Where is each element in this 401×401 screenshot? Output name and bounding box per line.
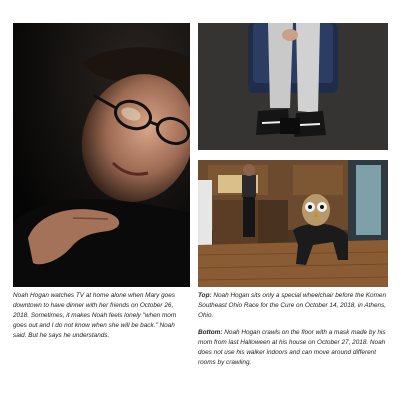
caption-left: Noah Hogan watches TV at home alone when Mary goes downtown to have dinner with her friends on October 26, 2018. Sometimes, it makes Noah feels lonely "when mom goes out and I do not know when she will be back." Noah said. But he says he understands. [13, 292, 177, 339]
caption-top-label: Top: [198, 292, 212, 299]
caption-top [198, 291, 388, 321]
photo-crawling-mask [198, 160, 388, 287]
photo-wheelchair [198, 23, 388, 150]
caption-bottom [198, 328, 388, 368]
caption-top-text: Noah Hogan sits only a special wheelchair before the Komen Southeast Ohio Race for the Cure on October 14, 2018, in Athens, Ohio. [198, 292, 387, 319]
photo-noah-portrait [13, 23, 190, 287]
caption-bottom-text: Noah Hogan crawls on the floor with a mask made by his mom from last Halloween at his house on October 27, 2018. Noah does not use his walker indoors and can move around different rooms by crawling. [198, 329, 386, 366]
caption-bottom-label: Bottom: [198, 329, 223, 336]
wheelchair-illustration [198, 23, 388, 150]
portrait-illustration [13, 23, 190, 287]
kitchen-illustration [198, 160, 388, 287]
